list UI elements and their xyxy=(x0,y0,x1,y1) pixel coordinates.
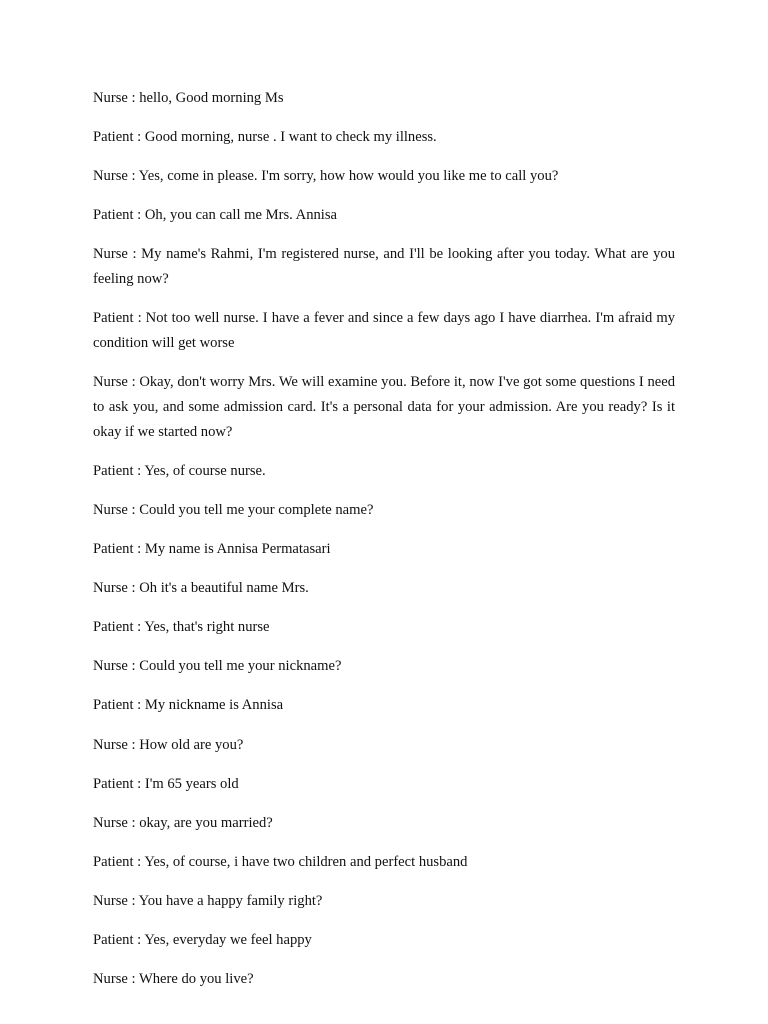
dialogue-line: Nurse : You have a happy family right? xyxy=(93,892,323,909)
dialogue-line: Nurse : Yes, come in please. I'm sorry, how how would you like me to call you? xyxy=(93,168,559,185)
dialogue-line: Nurse : hello, Good morning Ms xyxy=(93,90,284,106)
dialogue-line: Nurse : Could you tell me your nickname? xyxy=(93,658,342,675)
dialogue-line: Patient : Not too well nurse. I have a fever and since a few days ago I have diarrhea. I'm afraid my condition will get worse xyxy=(93,310,675,352)
dialogue-line: Nurse : My name's Rahmi, I'm registered nurse, and I'll be looking after you today. What are you feeling now? xyxy=(93,246,675,288)
dialogue-line: Nurse : Could you tell me your complete name? xyxy=(93,501,374,518)
dialogue-line: Nurse : Where do you live? xyxy=(93,971,254,988)
dialogue-line: Nurse : okay, are you married? xyxy=(93,814,273,831)
dialogue-line: Patient : Good morning, nurse . I want to check my illness. xyxy=(93,129,437,146)
dialogue-line: Patient : Yes, that's right nurse xyxy=(93,619,270,636)
dialogue-line: Patient : Yes, of course, i have two children and perfect husband xyxy=(93,853,468,870)
dialogue-line: Patient : I'm 65 years old xyxy=(93,775,239,792)
dialogue-line: Patient : Yes, everyday we feel happy xyxy=(93,931,312,948)
dialogue-line: Patient : Oh, you can call me Mrs. Annisa xyxy=(93,207,337,224)
dialogue-line: Nurse : Okay, don't worry Mrs. We will examine you. Before it, now I've got some questions I need to ask you, and some admission card. It's a personal data for your admission. Are you ready? Is it okay if we started now? xyxy=(93,374,675,440)
dialogue-line: Nurse : Oh it's a beautiful name Mrs. xyxy=(93,580,309,597)
dialogue-line: Patient : Yes, of course nurse. xyxy=(93,462,266,479)
document-page xyxy=(93,86,675,1006)
dialogue-line: Nurse : How old are you? xyxy=(93,736,244,753)
dialogue-line: Patient : My nickname is Annisa xyxy=(93,697,284,714)
dialogue-line: Patient : My name is Annisa Permatasari xyxy=(93,541,331,558)
